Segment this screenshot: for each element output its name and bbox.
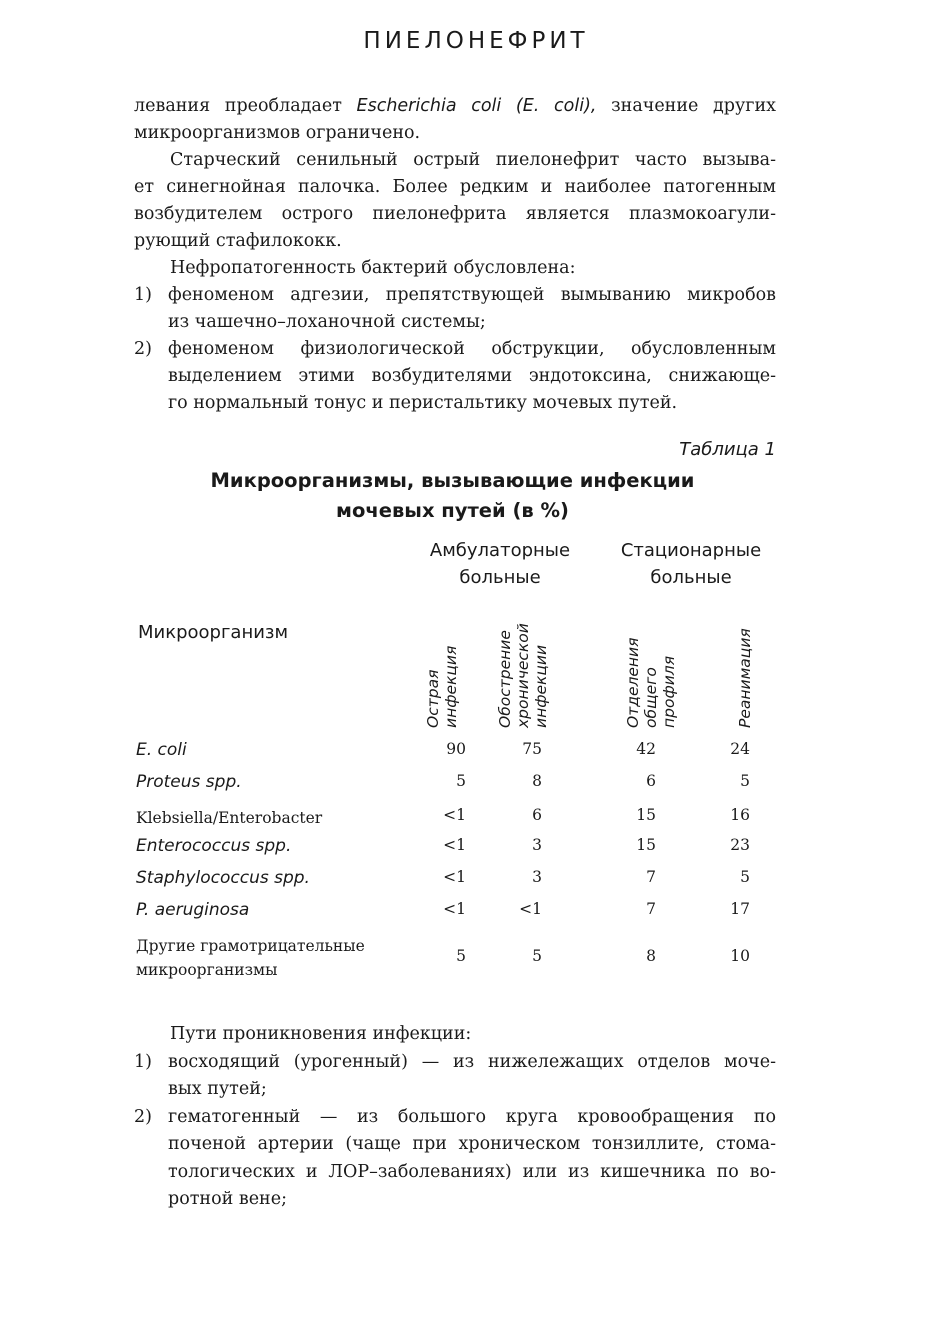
- list-line: тологических и ЛОР–заболеваниях) или из кишечника по во-: [168, 1161, 776, 1182]
- paragraph-line: Нефропатогенность бактерий обусловлена:: [170, 258, 576, 278]
- table-title: [0, 466, 905, 526]
- paragraph-line: Пути проникновения инфекции:: [170, 1024, 472, 1044]
- group-header-line: Амбулаторные: [429, 540, 571, 561]
- cell-value: 15: [636, 836, 656, 854]
- column-header-icu: Реанимация: [736, 628, 754, 728]
- cell-value: 6: [532, 806, 542, 824]
- table-row: [136, 806, 776, 838]
- group-header-line: Стационарные: [620, 540, 762, 561]
- table-row: [136, 900, 776, 932]
- row-name: Staphylococcus spp.: [136, 868, 310, 888]
- column-header-general-wards: Отделения общего профиля: [624, 637, 678, 728]
- column-header-chronic: Обострение хронической инфекции: [496, 623, 550, 728]
- group-header-line: больные: [650, 567, 732, 588]
- table-row: [136, 740, 776, 772]
- cell-value: 75: [522, 740, 542, 758]
- list-item: [134, 1049, 776, 1104]
- list-item: [134, 1104, 776, 1214]
- group-header-inpatient: [596, 537, 786, 591]
- list-line: гематогенный — из большого круга кровообращения по: [168, 1106, 776, 1127]
- list-line: го нормальный тонус и перистальтику мочевых путей.: [168, 393, 678, 413]
- table-caption: Таблица 1: [679, 439, 776, 460]
- list-number: 1): [134, 1051, 152, 1072]
- list-line: феноменом адгезии, препятствующей вымыванию микробов: [168, 285, 776, 305]
- paragraph-line: возбудителем острого пиелонефрита является плазмокоагули-: [134, 204, 776, 224]
- cell-value: 24: [730, 740, 750, 758]
- table-row: [136, 772, 776, 804]
- cell-value: 17: [730, 900, 750, 918]
- cell-value: 5: [532, 947, 542, 965]
- list-line: выделением этими возбудителями эндотоксина, снижающе-: [168, 366, 776, 386]
- paragraph-line: ет синегнойная палочка. Более редким и наиболее патогенным: [134, 177, 776, 197]
- cell-value: 5: [740, 868, 750, 886]
- cell-value: 15: [636, 806, 656, 824]
- row-name: Proteus spp.: [136, 772, 242, 792]
- cell-value: <1: [443, 806, 466, 824]
- cell-value: 5: [456, 772, 466, 790]
- row-name: Klebsiella/Enterobacter: [136, 809, 323, 827]
- cell-value: <1: [443, 868, 466, 886]
- cell-value: 16: [730, 806, 750, 824]
- list-line: феноменом физиологической обструкции, обусловленным: [168, 339, 776, 359]
- row-name: P. aeruginosa: [136, 900, 250, 920]
- column-header-microorganism: Микроорганизм: [138, 622, 289, 643]
- row-name: Enterococcus spp.: [136, 836, 292, 856]
- list-item: [134, 282, 776, 336]
- paragraph-line: Старческий сенильный острый пиелонефрит часто вызыва-: [170, 150, 776, 170]
- list-line: ротной вене;: [168, 1189, 287, 1209]
- cell-value: <1: [443, 836, 466, 854]
- table-row: [136, 836, 776, 868]
- table-title-line: мочевых путей (в %): [336, 499, 569, 522]
- group-header-outpatient: [405, 537, 595, 591]
- cell-value: 90: [446, 740, 466, 758]
- column-header-acute: Острая инфекция: [424, 645, 460, 728]
- row-name: Другие грамотрицательные микроорганизмы: [136, 937, 365, 979]
- cell-value: 7: [646, 900, 656, 918]
- table-title-line: Микроорганизмы, вызывающие инфекции: [210, 469, 695, 492]
- cell-value: 42: [636, 740, 656, 758]
- cell-value: 23: [730, 836, 750, 854]
- cell-value: 5: [456, 947, 466, 965]
- paragraph-line: рующий стафилококк.: [134, 231, 342, 251]
- row-name: E. coli: [136, 740, 187, 760]
- cell-value: 5: [740, 772, 750, 790]
- group-header-line: больные: [459, 567, 541, 588]
- list-number: 2): [134, 339, 152, 359]
- list-item: [134, 336, 776, 417]
- paragraph-line: микроорганизмов ограничено.: [134, 123, 421, 143]
- cell-value: 7: [646, 868, 656, 886]
- cell-value: 10: [730, 947, 750, 965]
- intro-text: [134, 93, 776, 417]
- list-line: восходящий (урогенный) — из нижележащих отделов моче-: [168, 1051, 776, 1072]
- paragraph-line: левания преобладает Escherichia coli (E. coli), значение других: [134, 96, 776, 116]
- table-row: [136, 934, 776, 984]
- list-number: 2): [134, 1106, 152, 1127]
- table-row: [136, 868, 776, 900]
- cell-value: 8: [532, 772, 542, 790]
- cell-value: 3: [532, 868, 542, 886]
- running-header: ПИЕЛОНЕФРИТ: [363, 28, 589, 54]
- list-line: поченой артерии (чаще при хроническом тонзиллите, стома-: [168, 1134, 776, 1154]
- cell-value: 8: [646, 947, 656, 965]
- cell-value: 6: [646, 772, 656, 790]
- outro-text: [134, 1021, 776, 1214]
- list-line: вых путей;: [168, 1079, 267, 1099]
- list-line: из чашечно–лоханочной системы;: [168, 312, 486, 332]
- list-number: 1): [134, 285, 152, 305]
- cell-value: 3: [532, 836, 542, 854]
- cell-value: <1: [443, 900, 466, 918]
- cell-value: <1: [519, 900, 542, 918]
